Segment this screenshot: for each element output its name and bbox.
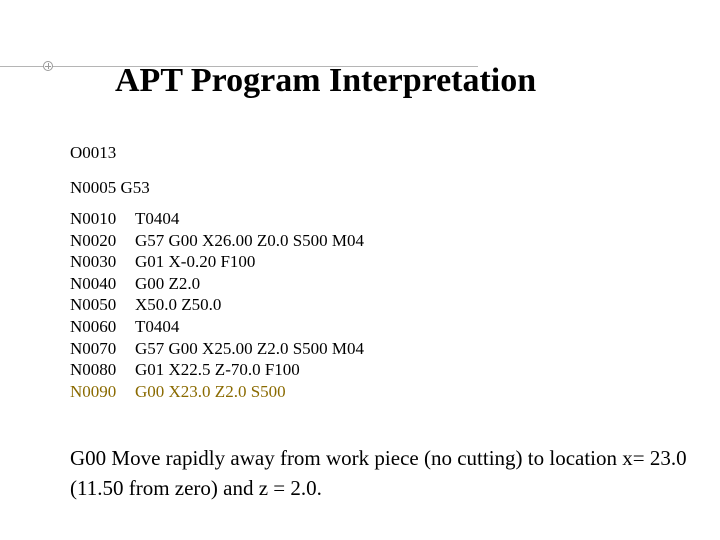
line-code: X50.0 Z50.0 bbox=[135, 295, 222, 315]
line-code: G57 G00 X25.00 Z2.0 S500 M04 bbox=[135, 338, 365, 358]
program-number: O0013 bbox=[70, 143, 117, 162]
code-line bbox=[70, 230, 364, 252]
code-line bbox=[70, 359, 364, 381]
page-title: APT Program Interpretation bbox=[115, 62, 537, 99]
code-block bbox=[70, 208, 364, 402]
code-line bbox=[70, 294, 364, 316]
code-line bbox=[70, 273, 364, 295]
line-code: G01 X-0.20 F100 bbox=[135, 252, 256, 272]
line-code: G01 X22.5 Z-70.0 F100 bbox=[135, 360, 300, 380]
line-number: N0080 bbox=[70, 360, 117, 380]
line-number: N0010 bbox=[70, 209, 117, 228]
line-number: N0060 bbox=[70, 316, 117, 336]
crosshair-icon bbox=[43, 61, 53, 71]
line-number: N0050 bbox=[70, 295, 117, 315]
line-number: N0020 bbox=[70, 230, 117, 250]
code-line bbox=[70, 338, 364, 360]
line-number: N0090 bbox=[70, 381, 117, 401]
line-code: G57 G00 X26.00 Z0.0 S500 M04 bbox=[135, 230, 365, 250]
setup-line: N0005 G53 bbox=[70, 178, 150, 197]
line-number: N0070 bbox=[70, 338, 117, 358]
line-code: G00 X23.0 Z2.0 S500 bbox=[135, 381, 286, 401]
code-line-highlighted bbox=[70, 381, 364, 403]
code-line bbox=[70, 251, 364, 273]
code-line bbox=[70, 208, 364, 230]
line-code: T0404 bbox=[135, 209, 180, 228]
line-number: N0040 bbox=[70, 273, 117, 293]
line-code: G00 Z2.0 bbox=[135, 273, 201, 293]
line-code: T0404 bbox=[135, 316, 180, 336]
line-number: N0030 bbox=[70, 252, 117, 272]
code-line bbox=[70, 316, 364, 338]
explanation-text: G00 Move rapidly away from work piece (no cutting) to location x= 23.0 (11.50 from zero) and z = 2.0. bbox=[70, 446, 687, 500]
